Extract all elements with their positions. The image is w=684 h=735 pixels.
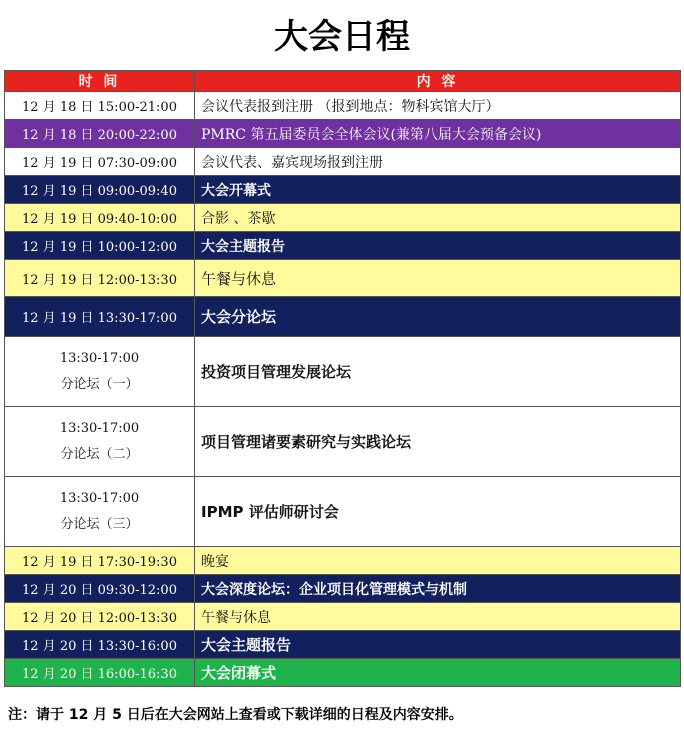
table-row [5, 232, 681, 260]
row-time [5, 477, 195, 547]
table-row [5, 631, 681, 659]
table-row [5, 603, 681, 631]
row-time: 12 月 18 日 15:00-21:00 [5, 92, 195, 120]
row-time [5, 407, 195, 477]
forum-time: 13:30-17:00 [59, 420, 140, 436]
forum-time: 13:30-17:00 [59, 490, 140, 506]
row-content: PMRC 第五届委员会全体会议(兼第八届大会预备会议) [195, 120, 681, 148]
row-time: 12 月 20 日 12:00-13:30 [5, 603, 195, 631]
table-row [5, 659, 681, 687]
table-row-forum [5, 407, 681, 477]
table-row [5, 148, 681, 176]
row-content: 会议代表报到注册 （报到地点：物科宾馆大厅） [195, 92, 681, 120]
table-header-row [5, 71, 681, 92]
table-row-forum [5, 477, 681, 547]
row-content: 会议代表、嘉宾现场报到注册 [195, 148, 681, 176]
row-time: 12 月 19 日 07:30-09:00 [5, 148, 195, 176]
table-row [5, 547, 681, 575]
row-content: 大会分论坛 [195, 297, 681, 337]
row-content: 大会闭幕式 [195, 659, 681, 687]
row-content: 大会主题报告 [195, 631, 681, 659]
row-content: 大会深度论坛：企业项目化管理模式与机制 [195, 575, 681, 603]
row-time: 12 月 18 日 20:00-22:00 [5, 120, 195, 148]
table-row [5, 575, 681, 603]
row-time: 12 月 19 日 17:30-19:30 [5, 547, 195, 575]
row-content: 大会开幕式 [195, 176, 681, 204]
row-time: 12 月 19 日 09:40-10:00 [5, 204, 195, 232]
row-content: 午餐与休息 [195, 260, 681, 297]
row-time [5, 337, 195, 407]
table-row [5, 92, 681, 120]
row-time: 12 月 19 日 09:00-09:40 [5, 176, 195, 204]
forum-time: 13:30-17:00 [59, 350, 140, 366]
table-row [5, 120, 681, 148]
forum-label: 分论坛（三） [60, 516, 139, 532]
row-content: 大会主题报告 [195, 232, 681, 260]
row-content: 午餐与休息 [195, 603, 681, 631]
row-content: 合影 、茶歇 [195, 204, 681, 232]
row-content: 投资项目管理发展论坛 [195, 337, 681, 407]
row-time: 12 月 20 日 09:30-12:00 [5, 575, 195, 603]
table-row [5, 297, 681, 337]
footnote: 注：请于 12 月 5 日后在大会网站上查看或下载详细的日程及内容安排。 [8, 707, 463, 723]
row-content: 晚宴 [195, 547, 681, 575]
row-time: 12 月 19 日 13:30-17:00 [5, 297, 195, 337]
forum-label: 分论坛（一） [60, 376, 139, 392]
table-row-forum [5, 337, 681, 407]
row-time: 12 月 20 日 16:00-16:30 [5, 659, 195, 687]
table-row [5, 260, 681, 297]
forum-label: 分论坛（二） [60, 446, 139, 462]
row-time: 12 月 19 日 10:00-12:00 [5, 232, 195, 260]
schedule-table [4, 70, 681, 687]
table-row [5, 204, 681, 232]
header-time: 时 间 [5, 71, 195, 92]
row-time: 12 月 19 日 12:00-13:30 [5, 260, 195, 297]
row-time: 12 月 20 日 13:30-16:00 [5, 631, 195, 659]
row-content: IPMP 评估师研讨会 [195, 477, 681, 547]
page-title: 大会日程 [274, 17, 410, 57]
row-content: 项目管理诸要素研究与实践论坛 [195, 407, 681, 477]
table-row [5, 176, 681, 204]
header-content: 内 容 [195, 71, 681, 92]
